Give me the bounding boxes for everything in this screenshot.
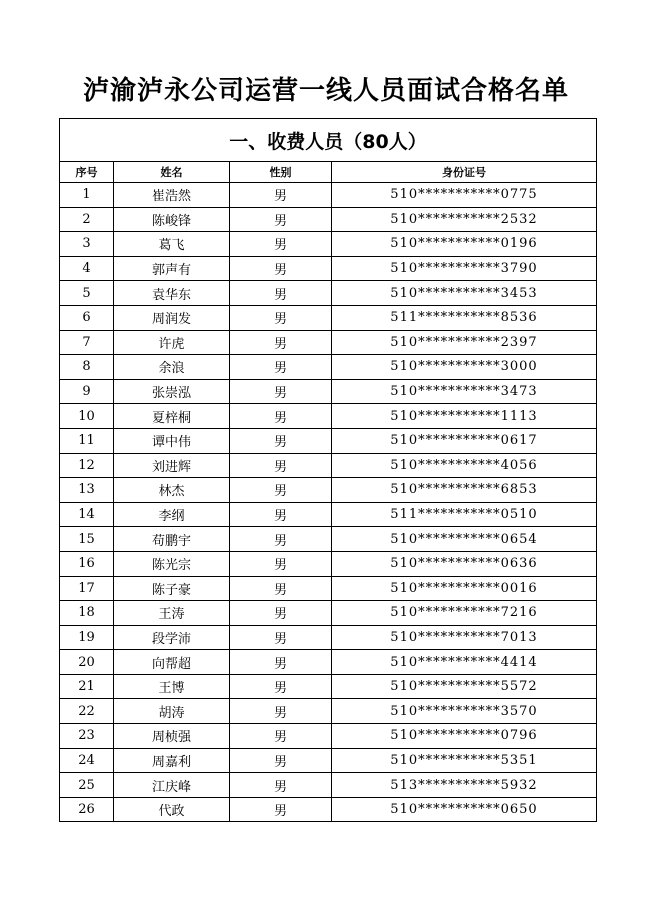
row-index: 14 [60,502,114,527]
row-index: 25 [60,773,114,798]
table-row [60,674,597,699]
row-id-number: 510***********0796 [332,724,597,749]
table-row [60,502,597,527]
table-row [60,232,597,257]
row-index: 9 [60,379,114,404]
row-name: 周润发 [114,305,230,330]
row-index: 22 [60,699,114,724]
row-index: 3 [60,232,114,257]
table-row [60,601,597,626]
row-gender: 男 [230,305,332,330]
row-gender: 男 [230,330,332,355]
row-gender: 男 [230,724,332,749]
row-gender: 男 [230,183,332,208]
row-index: 21 [60,674,114,699]
row-index: 13 [60,478,114,503]
row-index: 5 [60,281,114,306]
table-row [60,527,597,552]
row-index: 15 [60,527,114,552]
row-gender: 男 [230,601,332,626]
table-row [60,650,597,675]
table-row [60,625,597,650]
row-id-number: 510***********2397 [332,330,597,355]
column-header-id-number: 身份证号 [332,162,597,183]
row-index: 1 [60,183,114,208]
row-index: 20 [60,650,114,675]
table-row [60,379,597,404]
row-gender: 男 [230,478,332,503]
row-id-number: 510***********0196 [332,232,597,257]
table-row [60,330,597,355]
row-id-number: 510***********3570 [332,699,597,724]
row-id-number: 510***********0650 [332,797,597,822]
row-gender: 男 [230,625,332,650]
table-row [60,453,597,478]
row-id-number: 513***********5932 [332,773,597,798]
row-index: 8 [60,355,114,380]
row-gender: 男 [230,773,332,798]
row-index: 7 [60,330,114,355]
column-header-gender: 性别 [230,162,332,183]
row-gender: 男 [230,527,332,552]
row-name: 郭声有 [114,256,230,281]
row-index: 11 [60,428,114,453]
row-name: 胡涛 [114,699,230,724]
row-id-number: 510***********7216 [332,601,597,626]
row-gender: 男 [230,797,332,822]
row-index: 26 [60,797,114,822]
row-gender: 男 [230,576,332,601]
table-row [60,355,597,380]
row-gender: 男 [230,404,332,429]
table-row [60,748,597,773]
row-id-number: 510***********6853 [332,478,597,503]
table-row [60,551,597,576]
row-gender: 男 [230,207,332,232]
row-id-number: 510***********2532 [332,207,597,232]
row-name: 周桢强 [114,724,230,749]
table-row [60,404,597,429]
row-id-number: 510***********5572 [332,674,597,699]
row-index: 6 [60,305,114,330]
row-name: 李纲 [114,502,230,527]
row-id-number: 510***********3790 [332,256,597,281]
table-row [60,281,597,306]
row-gender: 男 [230,674,332,699]
row-index: 18 [60,601,114,626]
row-id-number: 510***********1113 [332,404,597,429]
row-name: 段学沛 [114,625,230,650]
row-gender: 男 [230,281,332,306]
table-row [60,773,597,798]
row-gender: 男 [230,502,332,527]
table-row [60,797,597,822]
column-header-index: 序号 [60,162,114,183]
row-index: 4 [60,256,114,281]
row-name: 崔浩然 [114,183,230,208]
section-header-row [60,119,597,162]
row-gender: 男 [230,650,332,675]
candidate-table [59,118,597,822]
row-id-number: 510***********3453 [332,281,597,306]
row-gender: 男 [230,379,332,404]
row-gender: 男 [230,355,332,380]
row-id-number: 510***********0654 [332,527,597,552]
row-gender: 男 [230,551,332,576]
row-name: 周嘉利 [114,748,230,773]
row-index: 2 [60,207,114,232]
row-name: 王涛 [114,601,230,626]
row-gender: 男 [230,699,332,724]
table-row [60,478,597,503]
row-id-number: 510***********3000 [332,355,597,380]
row-index: 10 [60,404,114,429]
row-gender: 男 [230,453,332,478]
row-id-number: 510***********5351 [332,748,597,773]
document-title: 泸渝泸永公司运营一线人员面试合格名单 [82,76,569,106]
row-name: 陈子豪 [114,576,230,601]
section-title: 一、收费人员（80人） [60,119,597,162]
row-id-number: 510***********0617 [332,428,597,453]
table-row [60,724,597,749]
row-name: 夏梓桐 [114,404,230,429]
table-row [60,576,597,601]
row-index: 23 [60,724,114,749]
row-id-number: 510***********4056 [332,453,597,478]
row-id-number: 510***********4414 [332,650,597,675]
row-gender: 男 [230,232,332,257]
row-name: 谭中伟 [114,428,230,453]
row-id-number: 511***********8536 [332,305,597,330]
column-header-name: 姓名 [114,162,230,183]
table-row [60,699,597,724]
row-name: 江庆峰 [114,773,230,798]
row-name: 林杰 [114,478,230,503]
row-index: 16 [60,551,114,576]
row-name: 余浪 [114,355,230,380]
table-row [60,305,597,330]
row-name: 向帮超 [114,650,230,675]
row-gender: 男 [230,256,332,281]
table-body [60,183,597,822]
row-index: 19 [60,625,114,650]
row-id-number: 511***********0510 [332,502,597,527]
column-header-row [60,162,597,183]
row-name: 苟鹏宇 [114,527,230,552]
row-index: 17 [60,576,114,601]
row-index: 12 [60,453,114,478]
table-row [60,256,597,281]
row-name: 陈光宗 [114,551,230,576]
row-id-number: 510***********7013 [332,625,597,650]
row-name: 袁华东 [114,281,230,306]
table-row [60,428,597,453]
row-name: 王博 [114,674,230,699]
row-name: 许虎 [114,330,230,355]
row-name: 刘进辉 [114,453,230,478]
row-id-number: 510***********0775 [332,183,597,208]
row-gender: 男 [230,428,332,453]
row-index: 24 [60,748,114,773]
row-id-number: 510***********0016 [332,576,597,601]
row-id-number: 510***********0636 [332,551,597,576]
row-name: 代政 [114,797,230,822]
table-row [60,207,597,232]
row-name: 陈峻锋 [114,207,230,232]
row-name: 张崇泓 [114,379,230,404]
row-id-number: 510***********3473 [332,379,597,404]
table-row [60,183,597,208]
row-name: 葛飞 [114,232,230,257]
row-gender: 男 [230,748,332,773]
